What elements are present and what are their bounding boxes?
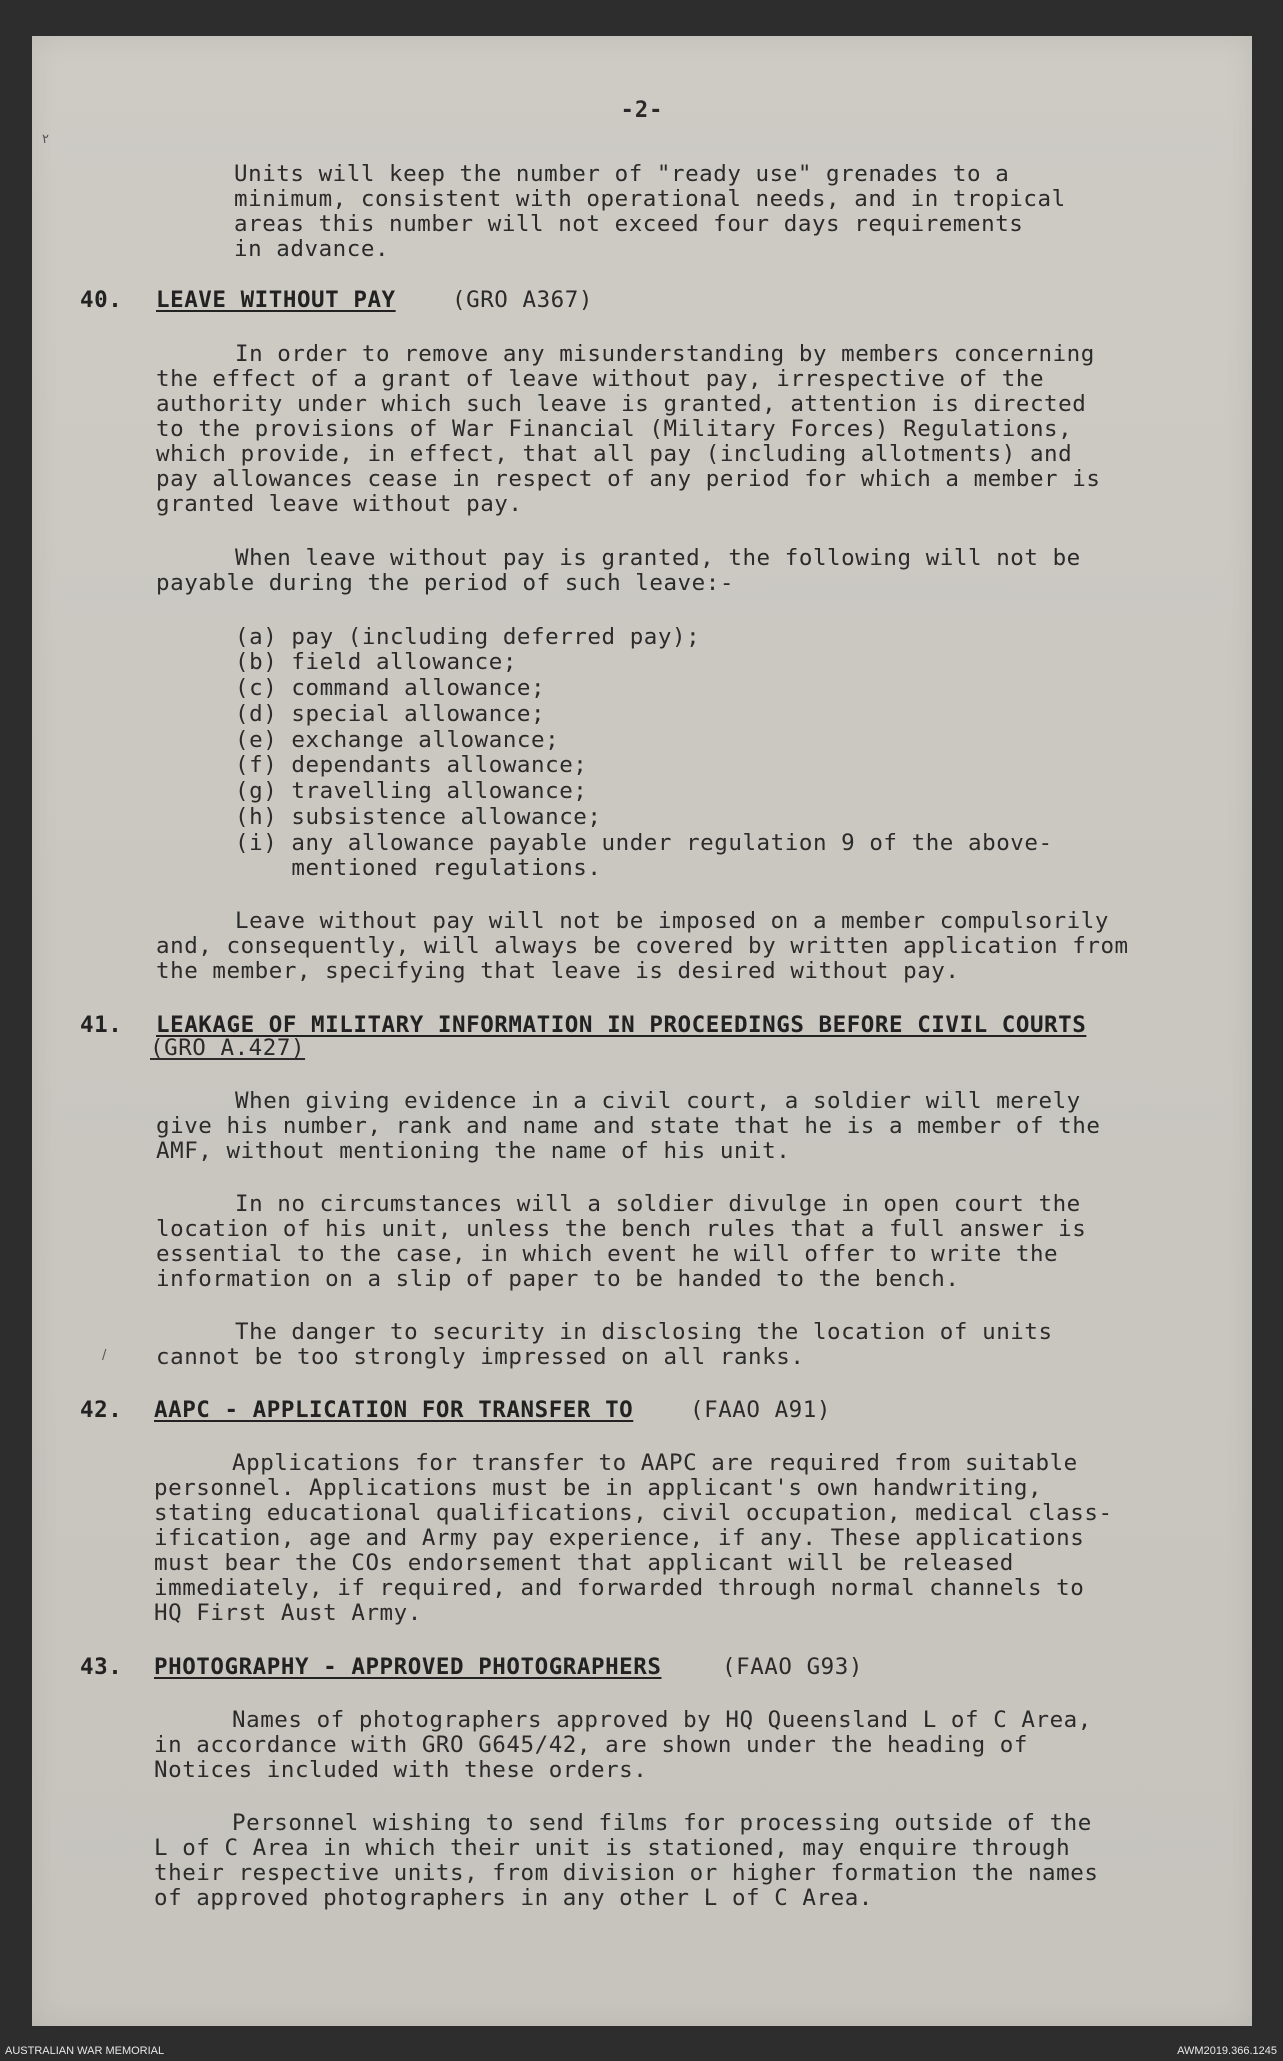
paragraph-line: The danger to security in disclosing the location of units bbox=[235, 1319, 1053, 1345]
section-reference: (FAAO A91) bbox=[690, 1397, 831, 1423]
intro-line: in advance. bbox=[234, 236, 390, 262]
footer-institution: AUSTRALIAN WAR MEMORIAL bbox=[5, 2045, 165, 2057]
section-number: 43. bbox=[80, 1654, 123, 1680]
paragraph-line: to the provisions of War Financial (Military Forces) Regulations, bbox=[156, 416, 1073, 442]
intro-line: minimum, consistent with operational needs, and in tropical bbox=[234, 186, 1066, 212]
page-number: -2- bbox=[620, 98, 664, 123]
paragraph-line: in accordance with GRO G645/42, are shown under the heading of bbox=[154, 1732, 1028, 1758]
list-item: (f) dependants allowance; bbox=[235, 752, 588, 778]
section-number: 42. bbox=[80, 1397, 123, 1423]
section-title: LEAKAGE OF MILITARY INFORMATION IN PROCEEDINGS BEFORE CIVIL COURTS bbox=[156, 1012, 1087, 1038]
paragraph-line: Personnel wishing to send films for processing outside of the bbox=[232, 1810, 1092, 1836]
paragraph-line: their respective units, from division or higher formation the names bbox=[154, 1860, 1099, 1886]
list-item: (b) field allowance; bbox=[235, 649, 517, 675]
margin-mark: ٢ bbox=[42, 132, 49, 147]
archive-footer bbox=[0, 2036, 1283, 2061]
paragraph-line: and, consequently, will always be covered by written application from bbox=[156, 933, 1129, 959]
section-reference: (GRO A.427) bbox=[150, 1035, 306, 1061]
footer-accession-number: AWM2019.366.1245 bbox=[1177, 2045, 1277, 2057]
section-number: 40. bbox=[80, 287, 123, 313]
list-item: (i) any allowance payable under regulation 9 of the above- bbox=[235, 830, 1053, 856]
section-reference: (FAAO G93) bbox=[722, 1654, 863, 1680]
paragraph-line: Names of photographers approved by HQ Queensland L of C Area, bbox=[232, 1707, 1092, 1733]
paragraph-line: immediately, if required, and forwarded through normal channels to bbox=[154, 1575, 1085, 1601]
section-title: LEAVE WITHOUT PAY bbox=[156, 287, 396, 313]
margin-tick: / bbox=[102, 1348, 107, 1363]
paragraph-line: personnel. Applications must be in applicant's own handwriting, bbox=[154, 1475, 1043, 1501]
paragraph-line: authority under which such leave is granted, attention is directed bbox=[156, 391, 1087, 417]
paragraph-line: of approved photographers in any other L of C Area. bbox=[154, 1885, 873, 1911]
paragraph-line: the effect of a grant of leave without pay, irrespective of the bbox=[156, 366, 1045, 392]
list-item: (a) pay (including deferred pay); bbox=[235, 624, 701, 650]
intro-line: areas this number will not exceed four days requirements bbox=[234, 211, 1024, 237]
paragraph-line: essential to the case, in which event he will offer to write the bbox=[156, 1241, 1059, 1267]
paragraph-line: stating educational qualifications, civil occupation, medical class- bbox=[154, 1500, 1113, 1526]
paragraph-line: must bear the COs endorsement that applicant will be released bbox=[154, 1550, 1014, 1576]
paragraph-line: information on a slip of paper to be handed to the bench. bbox=[156, 1266, 960, 1292]
paragraph-line: HQ First Aust Army. bbox=[154, 1600, 422, 1626]
paragraph-line: In no circumstances will a soldier divulge in open court the bbox=[235, 1191, 1081, 1217]
paragraph-line: give his number, rank and name and state that he is a member of the bbox=[156, 1113, 1101, 1139]
paragraph-line: When leave without pay is granted, the following will not be bbox=[235, 545, 1081, 571]
paragraph-line: When giving evidence in a civil court, a soldier will merely bbox=[235, 1088, 1081, 1114]
list-item: (h) subsistence allowance; bbox=[235, 804, 602, 830]
paragraph-line: location of his unit, unless the bench rules that a full answer is bbox=[156, 1216, 1087, 1242]
section-reference: (GRO A367) bbox=[452, 287, 593, 313]
paragraph-line: AMF, without mentioning the name of his unit. bbox=[156, 1138, 791, 1164]
intro-line: Units will keep the number of "ready use" grenades to a bbox=[234, 161, 1010, 187]
paragraph-line: Leave without pay will not be imposed on a member compulsorily bbox=[235, 908, 1109, 934]
section-title: AAPC - APPLICATION FOR TRANSFER TO bbox=[154, 1397, 634, 1423]
paragraph-line: In order to remove any misunderstanding by members concerning bbox=[235, 341, 1095, 367]
paragraph-line: cannot be too strongly impressed on all ranks. bbox=[156, 1344, 805, 1370]
paragraph-line: L of C Area in which their unit is stationed, may enquire through bbox=[154, 1835, 1071, 1861]
list-item: mentioned regulations. bbox=[235, 855, 602, 881]
paragraph-line: Notices included with these orders. bbox=[154, 1757, 648, 1783]
paragraph-line: pay allowances cease in respect of any period for which a member is bbox=[156, 466, 1101, 492]
paragraph-line: ification, age and Army pay experience, if any. These applications bbox=[154, 1525, 1085, 1551]
list-item: (g) travelling allowance; bbox=[235, 778, 588, 804]
paragraph-line: Applications for transfer to AAPC are required from suitable bbox=[232, 1450, 1078, 1476]
document-page bbox=[32, 36, 1252, 2026]
paragraph-line: which provide, in effect, that all pay (including allotments) and bbox=[156, 441, 1073, 467]
paragraph-line: granted leave without pay. bbox=[156, 491, 523, 517]
paragraph-line: payable during the period of such leave:- bbox=[156, 570, 734, 596]
list-item: (e) exchange allowance; bbox=[235, 727, 560, 753]
section-number: 41. bbox=[80, 1012, 123, 1038]
paragraph-line: the member, specifying that leave is desired without pay. bbox=[156, 958, 960, 984]
list-item: (d) special allowance; bbox=[235, 701, 546, 727]
list-item: (c) command allowance; bbox=[235, 675, 546, 701]
section-title: PHOTOGRAPHY - APPROVED PHOTOGRAPHERS bbox=[154, 1654, 662, 1680]
